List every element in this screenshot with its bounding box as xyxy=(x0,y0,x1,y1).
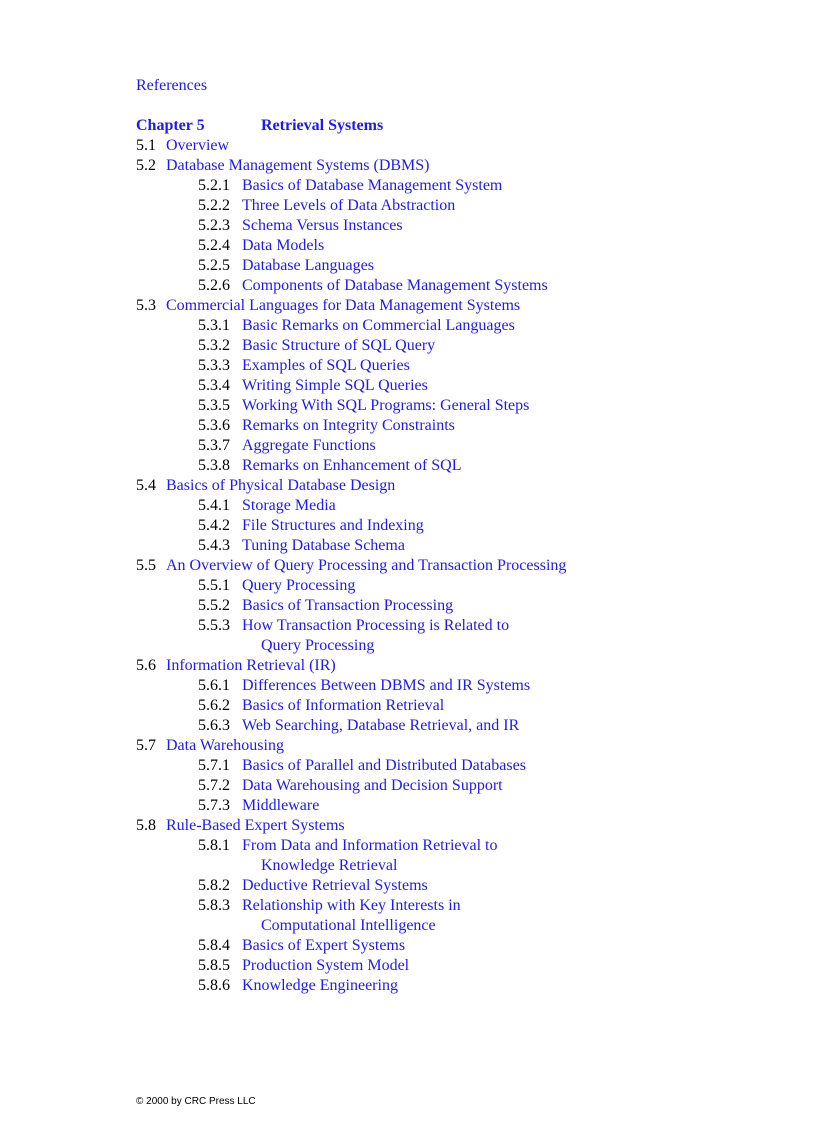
toc-entry-link[interactable]: Components of Database Management Systems xyxy=(242,277,548,294)
toc-entry-number: 5.5 xyxy=(136,557,156,574)
toc-subsection-row xyxy=(136,576,796,596)
toc-subsection-row xyxy=(136,436,796,456)
toc-section-row xyxy=(136,136,796,156)
toc-entry-link[interactable]: Schema Versus Instances xyxy=(242,217,403,234)
toc-entry-link[interactable]: An Overview of Query Processing and Transaction Processing xyxy=(166,557,567,574)
toc-entry-link[interactable]: Basics of Expert Systems xyxy=(242,937,406,954)
chapter-number: Chapter 5 xyxy=(136,117,205,134)
toc-entry-number: 5.2.6 xyxy=(198,277,230,294)
toc-entry-link[interactable]: Deductive Retrieval Systems xyxy=(242,877,428,894)
toc-entry-number: 5.3.1 xyxy=(198,317,230,334)
toc-entry-number: 5.7.2 xyxy=(198,777,230,794)
toc-entry-number: 5.2.2 xyxy=(198,197,230,214)
toc-subsection-row xyxy=(136,396,796,416)
toc-entry-link[interactable]: How Transaction Processing is Related to xyxy=(242,617,510,634)
toc-entry-link[interactable]: Query Processing xyxy=(242,577,356,594)
toc-entry-link[interactable]: Data Models xyxy=(242,237,325,254)
toc-entry-number: 5.8.2 xyxy=(198,877,230,894)
toc-subsection-row xyxy=(136,756,796,776)
toc-entry-link[interactable]: Basics of Information Retrieval xyxy=(242,697,445,714)
toc-entry-link[interactable]: Basic Structure of SQL Query xyxy=(242,337,436,354)
toc-entry-link[interactable]: Data Warehousing and Decision Support xyxy=(242,777,503,794)
toc-subsection-row xyxy=(136,616,796,636)
toc-entry-link[interactable]: Query Processing xyxy=(261,637,375,654)
toc-entry-number: 5.6.2 xyxy=(198,697,230,714)
toc-subsection-row xyxy=(136,196,796,216)
toc-entry-number: 5.4.2 xyxy=(198,517,230,534)
toc-entry-number: 5.3.6 xyxy=(198,417,230,434)
toc-subsection-row xyxy=(136,276,796,296)
toc-subsection-row xyxy=(136,676,796,696)
toc-subsection-row xyxy=(136,896,796,916)
toc-subsection-row xyxy=(136,316,796,336)
toc-entry-number: 5.5.2 xyxy=(198,597,230,614)
toc-entry-link[interactable]: Storage Media xyxy=(242,497,336,514)
toc-entry-link[interactable]: Basics of Physical Database Design xyxy=(166,477,396,494)
toc-entry-number: 5.6.3 xyxy=(198,717,230,734)
toc-entry-number: 5.6 xyxy=(136,657,156,674)
toc-section-row xyxy=(136,476,796,496)
toc-entry-link[interactable]: Commercial Languages for Data Management Systems xyxy=(166,297,521,314)
toc-entry-link[interactable]: Database Languages xyxy=(242,257,374,274)
toc-subsection-row xyxy=(136,596,796,616)
toc-entry-number: 5.3.3 xyxy=(198,357,230,374)
toc-entry-link[interactable]: Basics of Transaction Processing xyxy=(242,597,454,614)
toc-entry-number: 5.8.1 xyxy=(198,837,230,854)
toc-entry-number: 5.7.1 xyxy=(198,757,230,774)
toc-entry-link[interactable]: Writing Simple SQL Queries xyxy=(242,377,428,394)
toc-entry-number: 5.8.4 xyxy=(198,937,230,954)
toc-section-row xyxy=(136,816,796,836)
table-of-contents xyxy=(136,76,796,996)
toc-entry-link[interactable]: Basics of Database Management System xyxy=(242,177,503,194)
toc-entry-link[interactable]: From Data and Information Retrieval to xyxy=(242,837,498,854)
toc-subsection-row xyxy=(136,516,796,536)
toc-entry-number: 5.8.5 xyxy=(198,957,230,974)
toc-subsection-row xyxy=(136,836,796,856)
toc-entry-link[interactable]: Web Searching, Database Retrieval, and IR xyxy=(242,717,520,734)
toc-subsection-row xyxy=(136,376,796,396)
toc-section-row xyxy=(136,736,796,756)
toc-entry-link[interactable]: Data Warehousing xyxy=(166,737,284,754)
toc-entry-link[interactable]: Differences Between DBMS and IR Systems xyxy=(242,677,531,694)
toc-entry-link[interactable]: Tuning Database Schema xyxy=(242,537,405,554)
toc-entry-link[interactable]: Database Management Systems (DBMS) xyxy=(166,157,430,174)
toc-subsection-row xyxy=(136,796,796,816)
toc-subsection-row xyxy=(136,936,796,956)
toc-entry-link[interactable]: Information Retrieval (IR) xyxy=(166,657,336,674)
toc-list xyxy=(136,136,796,996)
toc-entry-link[interactable]: Basics of Parallel and Distributed Databases xyxy=(242,757,526,774)
toc-entry-number: 5.4 xyxy=(136,477,156,494)
chapter-heading[interactable] xyxy=(136,116,796,136)
toc-subsection-row xyxy=(136,176,796,196)
toc-entry-number: 5.3 xyxy=(136,297,156,314)
toc-entry-number: 5.2.3 xyxy=(198,217,230,234)
toc-entry-number: 5.8.3 xyxy=(198,897,230,914)
toc-entry-number: 5.7 xyxy=(136,737,156,754)
copyright-footer: © 2000 by CRC Press LLC xyxy=(136,1096,256,1107)
references-row xyxy=(136,76,796,96)
toc-subsection-row xyxy=(136,876,796,896)
toc-entry-link[interactable]: Three Levels of Data Abstraction xyxy=(242,197,456,214)
references-link[interactable]: References xyxy=(136,77,208,94)
toc-entry-link[interactable]: Basic Remarks on Commercial Languages xyxy=(242,317,515,334)
toc-entry-number: 5.3.8 xyxy=(198,457,230,474)
toc-entry-link[interactable]: Knowledge Retrieval xyxy=(261,857,398,874)
toc-subsection-row xyxy=(136,256,796,276)
toc-entry-link[interactable]: Remarks on Integrity Constraints xyxy=(242,417,455,434)
toc-entry-number: 5.3.2 xyxy=(198,337,230,354)
toc-entry-number: 5.1 xyxy=(136,137,156,154)
toc-subsection-row xyxy=(136,416,796,436)
toc-entry-link[interactable]: Production System Model xyxy=(242,957,410,974)
toc-section-row xyxy=(136,656,796,676)
toc-entry-link[interactable]: Computational Intelligence xyxy=(261,917,436,934)
toc-continuation-row xyxy=(136,856,796,876)
toc-subsection-row xyxy=(136,976,796,996)
toc-section-row xyxy=(136,296,796,316)
toc-subsection-row xyxy=(136,536,796,556)
toc-entry-number: 5.2.5 xyxy=(198,257,230,274)
toc-entry-link[interactable]: Relationship with Key Interests in xyxy=(242,897,461,914)
toc-subsection-row xyxy=(136,956,796,976)
toc-entry-link[interactable]: Knowledge Engineering xyxy=(242,977,398,994)
toc-entry-link[interactable]: Middleware xyxy=(242,797,320,814)
toc-entry-number: 5.3.4 xyxy=(198,377,230,394)
toc-subsection-row xyxy=(136,696,796,716)
toc-continuation-row xyxy=(136,916,796,936)
toc-entry-number: 5.2.1 xyxy=(198,177,230,194)
toc-subsection-row xyxy=(136,356,796,376)
toc-entry-number: 5.5.1 xyxy=(198,577,230,594)
toc-entry-number: 5.8.6 xyxy=(198,977,230,994)
toc-entry-number: 5.7.3 xyxy=(198,797,230,814)
toc-entry-link[interactable]: Working With SQL Programs: General Steps xyxy=(242,397,530,414)
toc-entry-number: 5.6.1 xyxy=(198,677,230,694)
toc-entry-number: 5.3.5 xyxy=(198,397,230,414)
toc-entry-link[interactable]: Overview xyxy=(166,137,230,154)
toc-subsection-row xyxy=(136,456,796,476)
toc-entry-number: 5.2 xyxy=(136,157,156,174)
toc-entry-link[interactable]: Remarks on Enhancement of SQL xyxy=(242,457,462,474)
toc-entry-number: 5.8 xyxy=(136,817,156,834)
toc-entry-link[interactable]: File Structures and Indexing xyxy=(242,517,424,534)
toc-entry-number: 5.4.1 xyxy=(198,497,230,514)
toc-continuation-row xyxy=(136,636,796,656)
toc-entry-link[interactable]: Rule-Based Expert Systems xyxy=(166,817,345,834)
toc-subsection-row xyxy=(136,236,796,256)
toc-section-row xyxy=(136,156,796,176)
toc-subsection-row xyxy=(136,716,796,736)
toc-entry-link[interactable]: Aggregate Functions xyxy=(242,437,376,454)
toc-subsection-row xyxy=(136,496,796,516)
toc-entry-number: 5.2.4 xyxy=(198,237,230,254)
toc-subsection-row xyxy=(136,776,796,796)
toc-entry-link[interactable]: Examples of SQL Queries xyxy=(242,357,410,374)
toc-subsection-row xyxy=(136,336,796,356)
toc-section-row xyxy=(136,556,796,576)
toc-entry-number: 5.5.3 xyxy=(198,617,230,634)
toc-subsection-row xyxy=(136,216,796,236)
toc-entry-number: 5.4.3 xyxy=(198,537,230,554)
toc-entry-number: 5.3.7 xyxy=(198,437,230,454)
chapter-title: Retrieval Systems xyxy=(261,117,384,134)
